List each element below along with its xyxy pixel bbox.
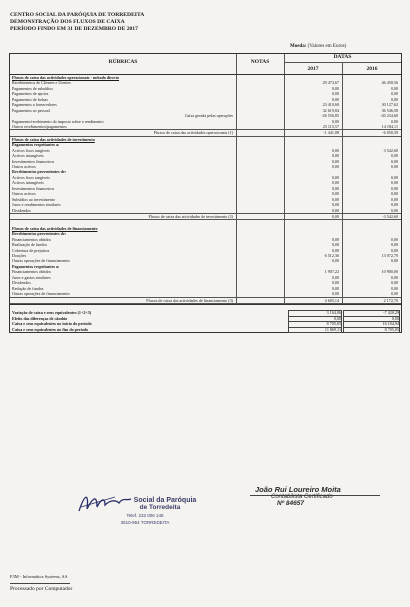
value-2017: 0,00 — [331, 285, 339, 291]
value-2017: 0,00 — [331, 207, 339, 213]
period-label: PERÍODO FINDO EM 31 DE DEZEMBRO DE 2017 — [10, 26, 138, 32]
value-2017: 0,00 — [331, 247, 339, 253]
value-2016: 0,00 — [390, 285, 398, 291]
currency-label: Moeda: (Valores em Euros) — [290, 44, 347, 49]
value-2017: 0,00 — [331, 185, 339, 191]
value-2017: 1 907,22 — [324, 269, 339, 275]
row-label: Activos intangíveis — [12, 153, 44, 159]
value-2016: 0,00 — [390, 196, 398, 202]
value-2017: 0,00 — [331, 191, 339, 197]
value-2016: 0,00 — [390, 91, 398, 97]
document-title: DEMONSTRAÇÃO DOS FLUXOS DE CAIXA — [10, 19, 125, 25]
row-label: Fluxos de caixa das actividades de investimento — [12, 136, 95, 142]
row-label: Pagamentos respeitantes a: — [12, 142, 60, 148]
value-2016: -20 234,60 — [380, 113, 398, 119]
institution-name: CENTRO SOCIAL DA PARÓQUIA DE TORREDEITA — [10, 12, 145, 18]
stamp-address: 3510-854 TORREDEITA — [120, 520, 170, 525]
row-label: Outros recebimentos/pagamentos — [12, 123, 67, 129]
value-2016: 10 900,00 — [381, 269, 398, 275]
row-label: Dividendos — [12, 280, 31, 286]
value-2016: 0,00 — [390, 191, 398, 197]
footer-divider — [10, 583, 70, 584]
row-label: Fluxos de caixa das actividades de financiamento (3) — [146, 297, 233, 303]
value-2017: 0,00 — [331, 213, 339, 219]
row-label: Pagamentos respeitantes a: — [12, 263, 60, 269]
row-label: Fluxos de caixa das actividades de investimento (2) — [148, 213, 233, 219]
summary-label: Caixa e seus equivalentes no fim do período — [12, 326, 89, 332]
value-2017: 0,00 — [331, 291, 339, 297]
row-label: Activos fixos tangíveis — [12, 174, 50, 180]
summary-value-2016: 0,00 — [343, 316, 400, 323]
value-2016: 0,00 — [390, 280, 398, 286]
value-2017: 0,00 — [331, 153, 339, 159]
processed-note: Processado por Computador — [10, 586, 73, 592]
stamp-phone: Telef. 232 006 148 — [126, 513, 164, 518]
value-2017: 0,00 — [331, 85, 339, 91]
value-2016: 0,00 — [390, 153, 398, 159]
value-2017: 0,00 — [331, 242, 339, 248]
row-label: Outras operações de financiamento — [12, 258, 70, 264]
value-2017: 0,00 — [331, 274, 339, 280]
col-year-2017-header: 2017 — [307, 66, 319, 72]
value-2017: 0,00 — [331, 118, 339, 124]
row-label: Pagamentos de subsídios — [12, 85, 53, 91]
summary-label: Variação de caixa e seus equivalentes (1+2+3) — [12, 309, 92, 315]
value-2017: 0,00 — [331, 158, 339, 164]
value-2016: 0,00 — [390, 180, 398, 186]
value-2017: 0,00 — [331, 147, 339, 153]
row-label: Investimentos financeiros — [12, 185, 55, 191]
row-label: Pagamentos de bolsas — [12, 96, 48, 102]
value-2016: 0,00 — [390, 174, 398, 180]
summary-label: Efeito das diferenças de câmbio — [12, 315, 68, 321]
value-2017: 4 605,14 — [324, 297, 339, 303]
value-2016: 0,00 — [390, 202, 398, 208]
value-2017: 0,00 — [331, 164, 339, 169]
subtotal-row — [10, 213, 401, 220]
subtotal-row — [10, 297, 401, 304]
row-label: Financiamentos obtidos — [12, 236, 52, 242]
value-2017: 0,00 — [331, 236, 339, 242]
value-2016: 0,00 — [390, 247, 398, 253]
value-2017: 0,00 — [331, 280, 339, 286]
row-label: Caixa gerada pelas operações — [184, 113, 233, 119]
summary-value-2017: 3 164,06 — [288, 310, 342, 317]
row-label: Juros e rendimentos similares — [12, 202, 61, 208]
col-datas-header: DATAS — [284, 54, 401, 63]
value-2016: 0,00 — [390, 291, 398, 297]
table-body — [10, 75, 401, 304]
summary-row — [10, 327, 401, 333]
accountant-number: Nº 84657 — [277, 500, 304, 507]
value-2016: 46 458,56 — [381, 80, 398, 86]
value-2016: 0,00 — [390, 118, 398, 124]
stamp-line1: Social da Paróquia — [133, 497, 197, 504]
row-label: Pagamentos a fornecedores — [12, 102, 57, 108]
col-rubricas-header: RÚBRICAS — [108, 59, 138, 65]
stamp-line2: de Torredeita — [139, 504, 181, 511]
value-2016: 30 127,62 — [381, 102, 398, 108]
col-notas-header: NOTAS — [250, 59, 270, 65]
value-2017: 0,00 — [331, 91, 339, 97]
row-label: Redução de fundos — [12, 285, 44, 291]
row-label: Investimentos financeiros — [12, 158, 55, 164]
value-2016: 0,00 — [390, 258, 398, 264]
value-2017: 6 512,36 — [324, 253, 339, 258]
value-2017: 0,00 — [331, 180, 339, 186]
summary-value-2017: 8 705,05 — [288, 321, 342, 328]
row-label: Financiamentos obtidos — [12, 269, 52, 275]
summary-block — [10, 304, 401, 332]
value-2016: 0,00 — [390, 96, 398, 102]
row-label: Pagamento/recebimento do imposto sobre o rendimento — [12, 118, 104, 124]
signature-icon — [75, 491, 135, 515]
accountant-name: João Rui Loureiro Moita — [255, 485, 341, 494]
row-label: Activos fixos tangíveis — [12, 147, 50, 153]
value-2017: 32 619,84 — [322, 107, 339, 113]
value-2016: 0,00 — [390, 236, 398, 242]
value-2016: -3 542,60 — [382, 213, 398, 219]
value-2016: 0,00 — [390, 207, 398, 213]
value-2016: -6 050,39 — [382, 130, 398, 136]
value-2016: 0,00 — [390, 158, 398, 164]
row-label: Dividendos — [12, 207, 31, 213]
value-2017: 0,00 — [331, 258, 339, 264]
row-label: Recebimentos de Clientes e Utentes — [12, 80, 71, 86]
value-2016: 14 184,11 — [381, 123, 398, 129]
value-2017: 29 473,67 — [322, 80, 339, 86]
value-2016: 2 172,70 — [383, 297, 398, 303]
row-label: Outras operações de financiamento — [12, 291, 70, 297]
accountant-role: Contabilista Certificado — [271, 494, 333, 500]
row-label: Fluxos de caixa das actividades de financiamento — [12, 225, 98, 231]
row-label: Doações — [12, 253, 27, 258]
value-2017: 23 410,68 — [322, 102, 339, 108]
value-2016: 36 546,58 — [381, 107, 398, 113]
summary-value-2016: 8 705,05 — [343, 327, 400, 334]
value-2016: 3 542,60 — [383, 147, 398, 153]
row-label: Outros activos — [12, 191, 36, 197]
value-2017: 0,00 — [331, 196, 339, 202]
value-2017: -26 556,85 — [321, 113, 339, 119]
value-2016: 0,00 — [390, 274, 398, 280]
value-2017: 0,00 — [331, 202, 339, 208]
row-label: Pagamentos de apoios — [12, 91, 49, 97]
currency-value: (Valores em Euros) — [307, 44, 347, 49]
subtotal-row — [10, 129, 401, 136]
summary-value-2017: 11 869,11 — [288, 327, 342, 334]
row-label: Recebimentos provenientes de: — [12, 169, 67, 175]
summary-value-2016: -7 420,29 — [343, 310, 400, 317]
value-2017: -1 441,08 — [323, 130, 339, 136]
row-label: Fluxos de caixa das actividades operacionais (1) — [153, 130, 233, 136]
value-2017: 0,00 — [331, 96, 339, 102]
value-2016: 0,00 — [390, 164, 398, 169]
value-2017: 25 115,57 — [322, 123, 339, 129]
value-2016: 13 072,70 — [381, 253, 398, 258]
software-credit: F3M - Informática Systems, SA — [10, 574, 68, 579]
accountant-block — [255, 485, 385, 507]
row-label: Realização de fundos — [12, 242, 48, 248]
row-label: Outros activos — [12, 164, 36, 169]
summary-value-2017: 0,00 — [288, 316, 342, 323]
value-2017: 0,00 — [331, 174, 339, 180]
value-2016: 0,00 — [390, 85, 398, 91]
value-2016: 0,00 — [390, 185, 398, 191]
row-label: Activos intangíveis — [12, 180, 44, 186]
value-2016: 0,00 — [390, 242, 398, 248]
col-year-2016-header: 2016 — [366, 66, 378, 72]
row-label: Pagamentos ao pessoal — [12, 107, 50, 113]
row-label: Cobertura de prejuízos — [12, 247, 50, 253]
row-label: Fluxos de caixa das actividades operacionais - método directo — [12, 75, 120, 80]
summary-label: Caixa e seus equivalentes no início do período — [12, 321, 92, 327]
row-label: Juros e gastos similares — [12, 274, 51, 280]
table-header — [10, 54, 401, 75]
cash-flow-table — [9, 53, 402, 333]
row-label: Subsídios ao investimento — [12, 196, 55, 202]
summary-value-2016: 16 104,94 — [343, 321, 400, 328]
row-label: Recebimentos provenientes de: — [12, 231, 67, 237]
institution-stamp — [90, 497, 200, 525]
